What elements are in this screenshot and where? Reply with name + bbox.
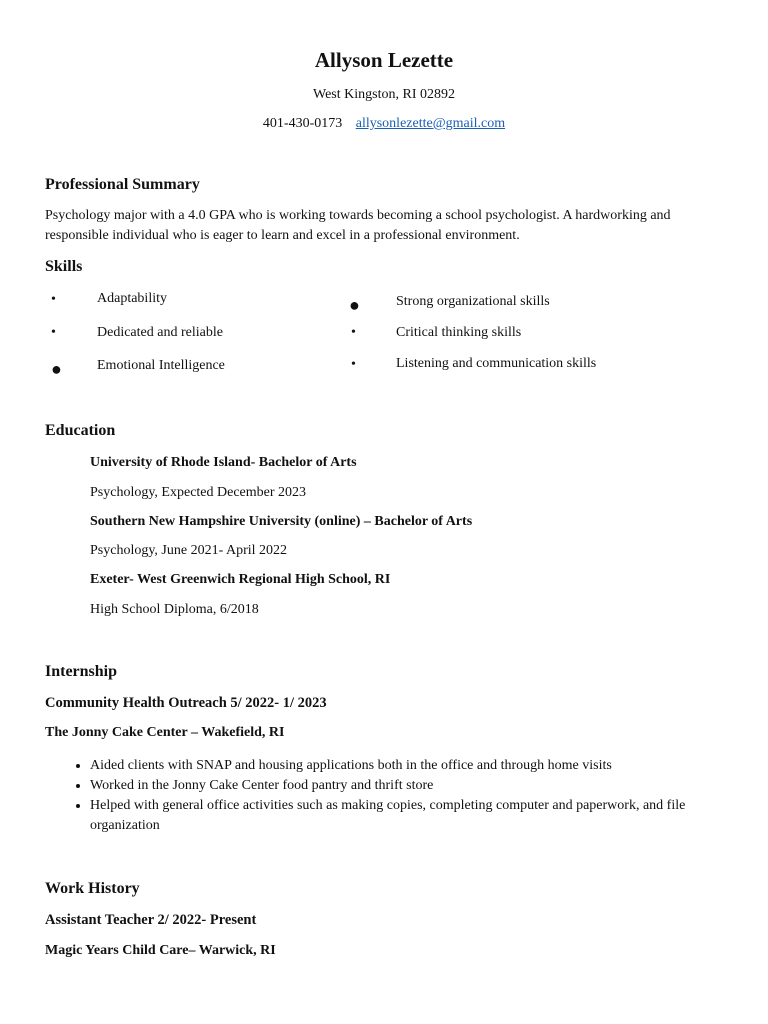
email-link[interactable]: allysonlezette@gmail.com [355, 116, 506, 131]
education-school: University of Rhode Island- Bachelor of Arts [90, 455, 357, 470]
internship-title: Community Health Outreach 5/ 2022- 1/ 2023 [45, 695, 327, 711]
skill-item: Listening and communication skills [396, 356, 597, 371]
skill-item: Critical thinking skills [396, 325, 522, 340]
contact-line [0, 116, 768, 132]
skill-item: Adaptability [97, 291, 167, 306]
internship-duties [45, 756, 730, 836]
list-item: • Aided clients with SNAP and housing applications both in the office and through home visits [90, 756, 730, 776]
skill-bullet: • [351, 357, 356, 372]
skill-item: Strong organizational skills [396, 294, 550, 309]
skill-bullet: ● [51, 359, 62, 379]
education-heading: Education [45, 422, 116, 439]
education-detail: High School Diploma, 6/2018 [90, 602, 259, 617]
skill-bullet: • [51, 325, 56, 340]
work-heading: Work History [45, 880, 140, 897]
work-org: Magic Years Child Care– Warwick, RI [45, 943, 276, 958]
phone: 401-430-0173 [262, 116, 343, 131]
education-detail: Psychology, Expected December 2023 [90, 485, 307, 500]
skill-item: Dedicated and reliable [97, 325, 223, 340]
list-item: • Helped with general office activities such as making copies, completing computer and paperwork, and file organization [90, 796, 730, 836]
list-item: • Worked in the Jonny Cake Center food pantry and thrift store [90, 776, 730, 796]
skill-item: Emotional Intelligence [97, 358, 225, 373]
internship-org: The Jonny Cake Center – Wakefield, RI [45, 725, 285, 740]
education-school: Exeter- West Greenwich Regional High School, RI [90, 572, 391, 587]
education-detail: Psychology, June 2021- April 2022 [90, 543, 288, 558]
skill-bullet: • [51, 292, 56, 307]
summary-heading: Professional Summary [45, 176, 200, 193]
resume-name: Allyson Lezette [314, 48, 454, 72]
skills-heading: Skills [45, 258, 83, 275]
skill-bullet: • [351, 325, 356, 340]
skill-bullet: ● [349, 295, 360, 315]
education-school: Southern New Hampshire University (online) – Bachelor of Arts [90, 514, 473, 529]
location: West Kingston, RI 02892 [313, 87, 455, 102]
work-title: Assistant Teacher 2/ 2022- Present [45, 912, 257, 928]
summary-text: Psychology major with a 4.0 GPA who is working towards becoming a school psychologist. A hardworking and responsible individual who is eager to learn and excel in a professional environment. [45, 208, 671, 243]
internship-heading: Internship [45, 663, 118, 680]
